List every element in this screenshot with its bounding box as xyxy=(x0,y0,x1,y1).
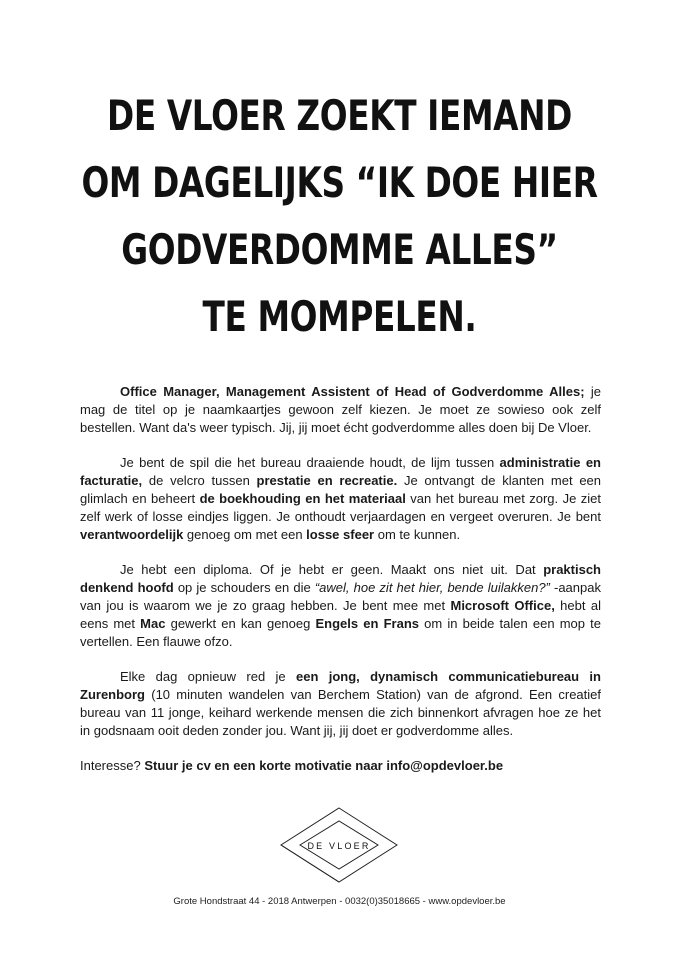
text: Interesse? xyxy=(80,758,145,773)
text: Elke dag opnieuw red je xyxy=(120,669,296,684)
bold-text: prestatie en recreatie. xyxy=(256,473,398,488)
bold-text: administratie en facturatie, xyxy=(80,455,601,488)
text: hebt al eens met xyxy=(80,598,601,631)
bold-text: losse sfeer xyxy=(306,527,375,542)
headline-line-1: DE VLOER ZOEKT IEMAND xyxy=(107,91,572,140)
bold-text: verantwoordelijk xyxy=(80,527,184,542)
bold-text: Mac xyxy=(140,616,166,631)
paragraph-profile xyxy=(80,561,601,651)
headline-line-4: TE MOMPELEN. xyxy=(202,292,477,341)
text: gewerkt en kan genoeg xyxy=(165,616,316,631)
bold-text: Engels en Frans xyxy=(315,616,419,631)
body-text xyxy=(80,383,601,792)
text: op je schouders en die xyxy=(173,580,315,595)
paragraph-job-title xyxy=(80,383,601,437)
bold-text: Microsoft Office, xyxy=(450,598,555,613)
de-vloer-logo xyxy=(280,807,398,883)
headline xyxy=(75,82,605,350)
text: (10 minuten wandelen van Berchem Station) van de afgrond. Een creatief bureau van 11 jonge, keihard werkende mensen die zich binnenkort afvragen hoe ze het in godsnaam ooit deden zonder jou. Want jij, jij doet er godverdomme alles. xyxy=(80,687,601,738)
logo-text: DE VLOER xyxy=(307,841,371,851)
contact-cta: Stuur je cv en een korte motivatie naar info@opdevloer.be xyxy=(144,758,504,773)
bold-text: een jong, dynamisch communicatiebureau in Zurenborg xyxy=(80,669,601,702)
text: je mag de titel op je naamkaartjes gewoon zelf kiezen. Je moet ze sowieso ook zelf bestellen. Want da's weer typisch. Jij, jij moet écht godverdomme alles doen bij De Vloer. xyxy=(80,384,602,435)
paragraph-company xyxy=(80,668,601,740)
text: genoeg om met een xyxy=(183,527,307,542)
headline-line-2: OM DAGELIJKS “IK DOE HIER xyxy=(81,158,598,207)
paragraph-contact xyxy=(80,757,601,775)
text: Je ontvangt de klanten met een glimlach en beheert xyxy=(80,473,602,506)
headline-line-3: GODVERDOMME ALLES” xyxy=(121,225,558,274)
text: de velcro tussen xyxy=(142,473,257,488)
job-title: Office Manager, Management Assistent of Head of Godverdomme Alles; xyxy=(120,384,585,399)
text: Je bent de spil die het bureau draaiende houdt, de lijm tussen xyxy=(120,455,500,470)
text: Je hebt een diploma. Of je hebt er geen. Maakt ons niet uit. Dat xyxy=(120,562,544,577)
text: van het bureau met zorg. Je ziet zelf werk of losse eindjes liggen. Je onthoudt verjaardagen en vergeet overuren. Je bent xyxy=(80,491,601,524)
text: -aanpak van jou is waarom we je zo graag hebben. Je bent mee met xyxy=(80,580,601,613)
footer-address: Grote Hondstraat 44 - 2018 Antwerpen - 0032(0)35018665 - www.opdevloer.be xyxy=(173,896,506,907)
italic-quote: “awel, hoe zit het hier, bende luilakken?” xyxy=(314,580,550,595)
text: om te kunnen. xyxy=(374,527,461,542)
bold-text: de boekhouding en het materiaal xyxy=(199,491,406,506)
bold-text: praktisch denkend hoofd xyxy=(80,562,601,595)
text: om in beide talen een mop te vertellen. Een flauwe ofzo. xyxy=(80,616,601,649)
paragraph-role xyxy=(80,454,601,544)
